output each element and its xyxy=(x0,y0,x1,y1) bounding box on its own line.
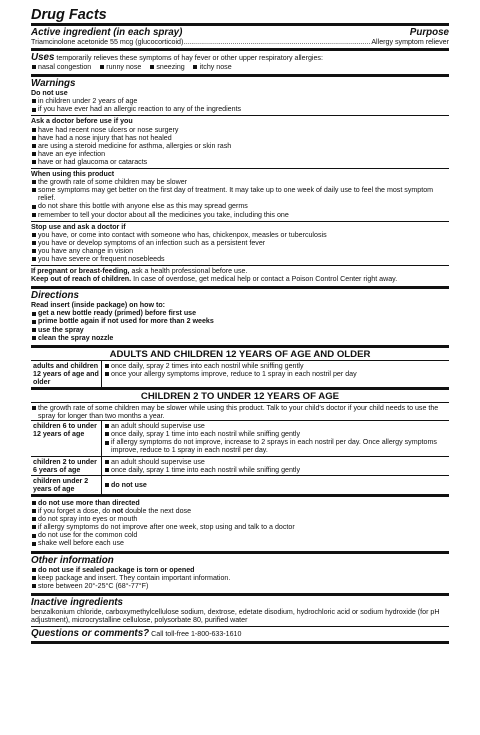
directions-heading: Directions xyxy=(31,290,79,302)
leader-dots xyxy=(183,38,371,46)
list-item: once daily, spray 2 times into each nostril while sniffing gently xyxy=(104,362,447,370)
list-item: do not share this bottle with anyone else as this may spread germs xyxy=(31,202,449,210)
child-dosing-table xyxy=(31,420,449,494)
pregnancy-text: ask a health professional before use. xyxy=(131,267,248,276)
stop-use-list xyxy=(31,231,449,263)
insert-list xyxy=(31,309,449,341)
uses-heading: Uses xyxy=(31,52,55,64)
warnings-section xyxy=(31,74,449,283)
other-info-heading: Other information xyxy=(31,554,114,566)
inactive-heading: Inactive ingredients xyxy=(31,596,124,608)
when-using-list xyxy=(31,178,449,218)
uses-list xyxy=(31,63,449,71)
pregnancy-warning xyxy=(31,267,449,275)
adult-dosing-table xyxy=(31,360,449,387)
list-item: have had recent nose ulcers or nose surgery xyxy=(31,126,449,134)
age-label: children under 2 years of age xyxy=(31,475,102,494)
questions-heading: Questions or comments? xyxy=(31,627,150,639)
dosing-cell xyxy=(102,360,450,387)
dosing-cell xyxy=(102,475,450,494)
child-band: CHILDREN 2 TO UNDER 12 YEARS OF AGE xyxy=(31,387,449,402)
age-label: children 2 to under 6 years of age xyxy=(31,456,102,475)
list-item: an adult should supervise use xyxy=(104,422,447,430)
list-item: you have severe or frequent nosebleeds xyxy=(31,255,449,263)
forgot-text-c: double the next dose xyxy=(123,507,192,516)
list-item: shake well before each use xyxy=(31,539,449,547)
list-item: if you have ever had an allergic reaction to any of the ingredients xyxy=(31,105,449,113)
drug-facts-title: Drug Facts xyxy=(31,7,107,23)
forgot-text-a: if you forget a dose, do xyxy=(38,507,113,516)
inactive-section xyxy=(31,593,449,624)
general-directions-list xyxy=(31,494,449,548)
list-item: you have, or come into contact with someone who has, chickenpox, measles or tuberculosis xyxy=(31,231,449,239)
dosing-cell xyxy=(102,421,450,456)
list-item: have an eye infection xyxy=(31,150,449,158)
drug-facts-panel xyxy=(31,8,449,644)
list-item: itchy nose xyxy=(193,63,232,71)
list-item: runny nose xyxy=(99,63,141,71)
table-row xyxy=(31,360,449,387)
active-ingredient-row xyxy=(31,38,449,46)
table-row xyxy=(31,475,449,494)
list-item: use the spray xyxy=(31,326,449,334)
list-item: clean the spray nozzle xyxy=(31,334,449,342)
inactive-text: benzalkonium chloride, carboxymethylcellulose sodium, dextrose, edetate disodium, hydrochloric acid or sodium hydroxide (for pH adjustment), microcrystalline cellulose, polysorbate 80, purified water xyxy=(31,607,440,624)
ask-doctor-list xyxy=(31,126,449,166)
active-ingredient-heading: Active ingredient (in each spray) xyxy=(31,27,183,38)
list-item: the growth rate of some children may be slower while using this product. Talk to your child's doctor if your child needs to use the spray for longer than two months a year. xyxy=(31,404,449,420)
list-item: once your allergy symptoms improve, reduce to 1 spray in each nostril per day xyxy=(104,370,447,378)
list-item: do not spray into eyes or mouth xyxy=(31,515,449,523)
list-item: if allergy symptoms do not improve, increase to 2 sprays in each nostril per day. Once allergy symptoms improve, reduce to 1 spray in each nostril per day. xyxy=(104,438,447,454)
keep-out-text: In case of overdose, get medical help or contact a Poison Control Center right away. xyxy=(133,275,398,284)
insert-note: Read insert (inside package) on how to: xyxy=(31,301,166,310)
stop-use-block xyxy=(31,221,449,263)
age-label: adults and children 12 years of age and older xyxy=(31,360,102,387)
list-item: store between 20°-25°C (68°-77°F) xyxy=(31,582,449,590)
stop-use-heading: Stop use and ask a doctor if xyxy=(31,222,126,231)
keep-out-bold: Keep out of reach of children. xyxy=(31,275,132,284)
list-item xyxy=(31,507,449,515)
list-item: do not use more than directed xyxy=(31,499,449,507)
table-row xyxy=(31,421,449,456)
uses-section xyxy=(31,48,449,71)
forgot-text-b: not xyxy=(112,507,124,516)
purpose-value: Allergy symptom reliever xyxy=(371,38,449,46)
dosing-cell xyxy=(102,456,450,475)
list-item: are using a steroid medicine for asthma, allergies or skin rash xyxy=(31,142,449,150)
do-not-use-heading: Do not use xyxy=(31,89,68,98)
list-item: nasal congestion xyxy=(31,63,91,71)
list-item: keep package and insert. They contain important information. xyxy=(31,574,449,582)
purpose-heading: Purpose xyxy=(409,27,449,38)
when-using-block xyxy=(31,168,449,219)
do-not-use-list xyxy=(31,97,449,113)
other-info-list xyxy=(31,566,449,590)
list-item: the growth rate of some children may be slower xyxy=(31,178,449,186)
active-ingredient-header xyxy=(31,23,449,38)
pregnancy-block xyxy=(31,265,449,283)
age-label: children 6 to under 12 years of age xyxy=(31,421,102,456)
list-item: you have or develop symptoms of an infection such as a persistent fever xyxy=(31,239,449,247)
keep-out-warning xyxy=(31,275,449,283)
child-note-list xyxy=(31,402,449,420)
list-item: an adult should supervise use xyxy=(104,458,447,466)
ask-doctor-block xyxy=(31,115,449,166)
when-using-heading: When using this product xyxy=(31,170,115,179)
list-item: do not use for the common cold xyxy=(31,531,449,539)
questions-section xyxy=(31,626,449,644)
list-item: have or had glaucoma or cataracts xyxy=(31,158,449,166)
questions-text: Call toll-free 1-800-633-1610 xyxy=(151,629,242,638)
list-item: sneezing xyxy=(149,63,184,71)
pregnancy-bold: If pregnant or breast-feeding, xyxy=(31,267,130,276)
list-item: in children under 2 years of age xyxy=(31,97,449,105)
ask-doctor-heading: Ask a doctor before use if you xyxy=(31,117,133,126)
list-item: once daily, spray 1 time into each nostril while sniffing gently xyxy=(104,466,447,474)
list-item: if allergy symptoms do not improve after one week, stop using and talk to a doctor xyxy=(31,523,449,531)
list-item: do not use xyxy=(104,481,447,489)
list-item: once daily, spray 1 time into each nostril while sniffing gently xyxy=(104,430,447,438)
list-item: some symptoms may get better on the first day of treatment. It may take up to one week of daily use to feel the most symptom relief. xyxy=(31,186,449,202)
other-info-section xyxy=(31,551,449,590)
uses-text: temporarily relieves these symptoms of hay fever or other upper respiratory allergies: xyxy=(56,54,323,63)
active-ingredient: Triamcinolone acetonide 55 mcg (glucocorticoid) xyxy=(31,38,184,46)
table-row xyxy=(31,456,449,475)
list-item: do not use if sealed package is torn or opened xyxy=(31,566,449,574)
warnings-heading: Warnings xyxy=(31,78,76,90)
directions-section xyxy=(31,286,449,547)
list-item: you have any change in vision xyxy=(31,247,449,255)
list-item: prime bottle again if not used for more than 2 weeks xyxy=(31,317,449,325)
list-item: have had a nose injury that has not healed xyxy=(31,134,449,142)
list-item: get a new bottle ready (primed) before first use xyxy=(31,309,449,317)
list-item: remember to tell your doctor about all the medicines you take, including this one xyxy=(31,211,449,219)
adult-band: ADULTS AND CHILDREN 12 YEARS OF AGE AND OLDER xyxy=(31,345,449,360)
